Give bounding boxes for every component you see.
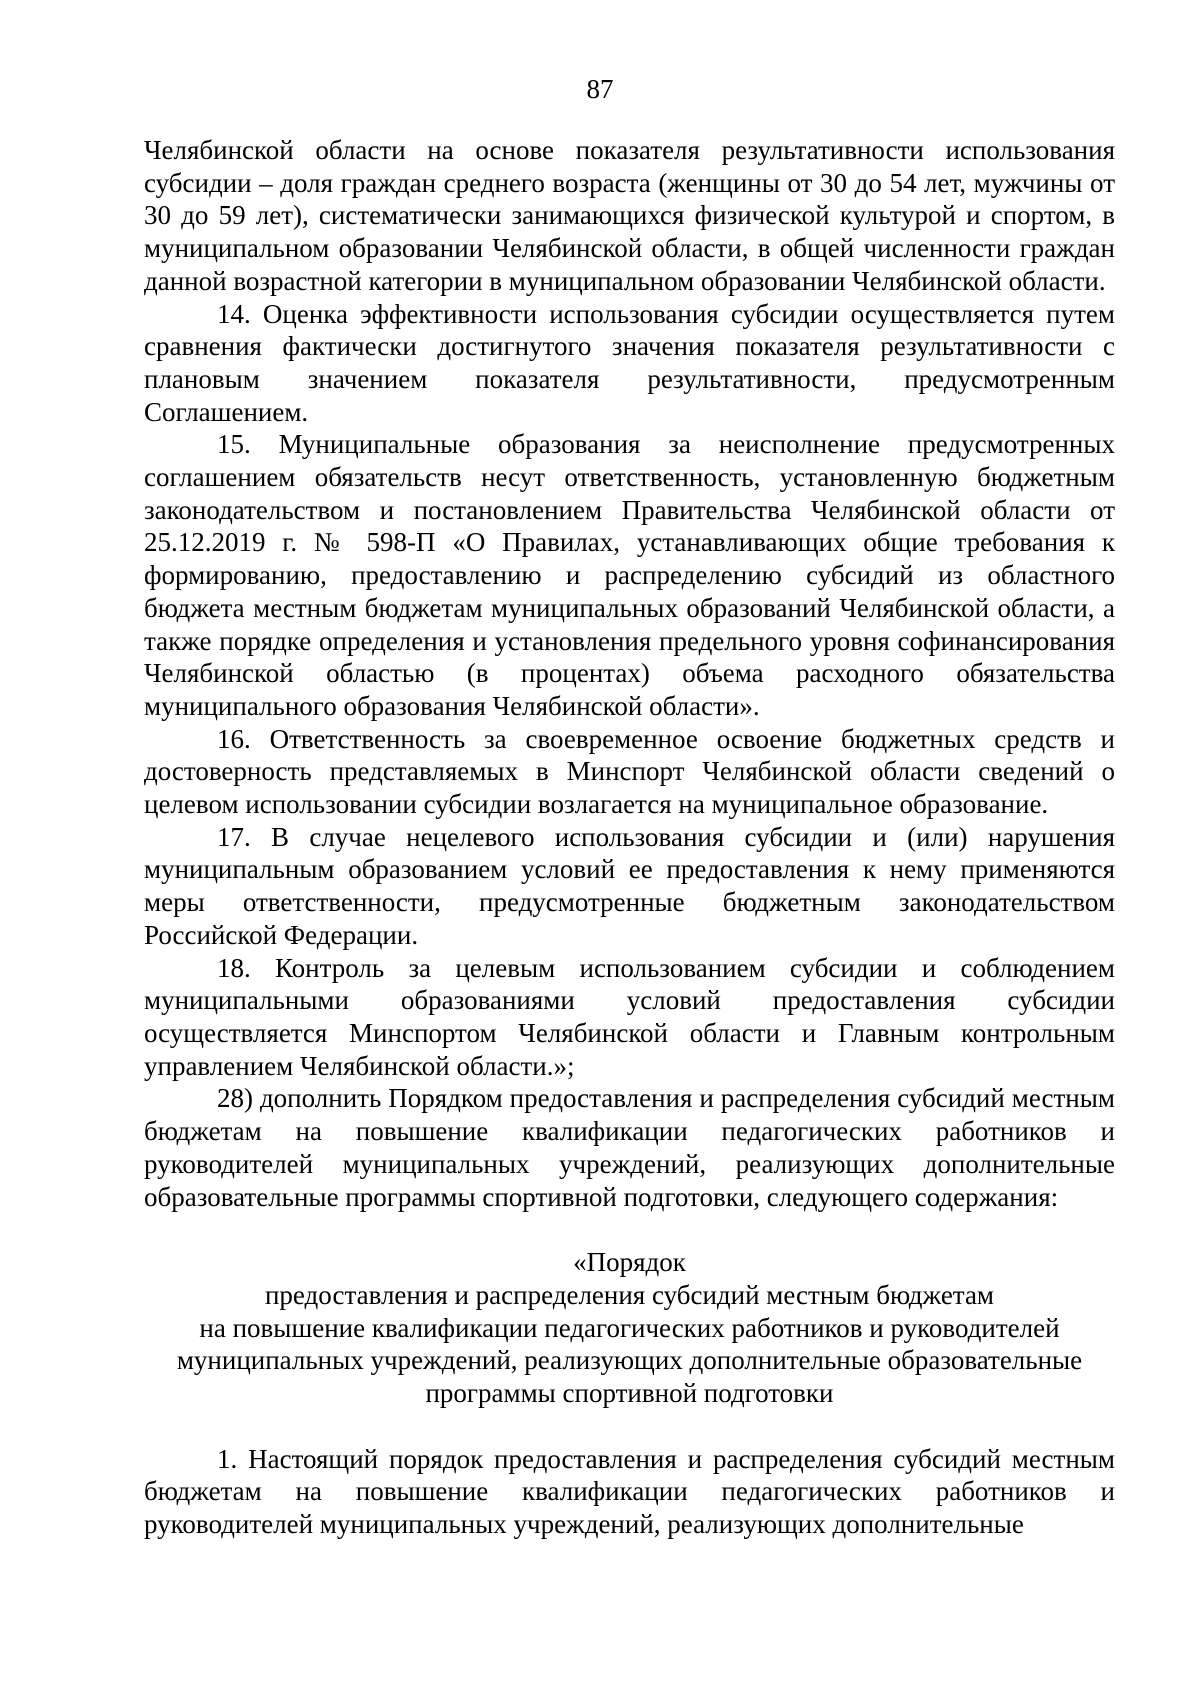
paragraph-28: 28) дополнить Порядком предоставления и распределения субсидий местным бюджетам на повышение квалификации педагогических работников и руководителей муниципальных учреждений, реализующих дополнительные образовательные программы спортивной подготовки, следующего содержания: <box>144 1083 1115 1212</box>
section-heading-line-4: муниципальных учреждений, реализующих дополнительные образовательные <box>176 1345 1083 1376</box>
paragraph-16: 16. Ответственность за своевременное освоение бюджетных средств и достоверность представляемых в Минспорт Челябинской области сведений о целевом использовании субсидии возлагается на муниципальное образование. <box>144 723 1115 820</box>
paragraph-15: 15. Муниципальные образования за неисполнение предусмотренных соглашением обязательств несут ответственность, установленную бюджетным законодательством и постановлением Правительства Челябинской области от 25.12.2019 г. № 598-П «О Правилах, устанавливающих общие требования к формированию, предоставлению и распределению субсидий из областного бюджета местным бюджетам муниципальных образований Челябинской области, а также порядке определения и установления предельного уровня софинансирования Челябинской областью (в процентах) объема расходного обязательства муниципального образования Челябинской области». <box>144 429 1115 721</box>
page-number: 87 <box>586 74 614 104</box>
section-heading <box>144 1246 1115 1410</box>
paragraph-18: 18. Контроль за целевым использованием субсидии и соблюдением муниципальными образованиями условий предоставления субсидии осуществляется Минспортом Челябинской области и Главным контрольным управлением Челябинской области.»; <box>144 952 1115 1081</box>
section-heading-line-1: «Порядок <box>573 1247 686 1278</box>
section-heading-line-3: на повышение квалификации педагогических работников и руководителей <box>199 1312 1060 1343</box>
document-body <box>144 134 1115 1541</box>
section-heading-line-2: предоставления и распределения субсидий местным бюджетам <box>264 1279 995 1310</box>
paragraph-14: 14. Оценка эффективности использования субсидии осуществляется путем сравнения фактически достигнутого значения показателя результативности с плановым значением показателя результативности, предусмотренным Соглашением. <box>144 298 1115 427</box>
section-heading-line-5: программы спортивной подготовки <box>425 1378 834 1409</box>
paragraph-17: 17. В случае нецелевого использования субсидии и (или) нарушения муниципальным образованием условий ее предоставления к нему применяются меры ответственности, предусмотренные бюджетным законодательством Российской Федерации. <box>144 821 1115 950</box>
section-paragraph-1: 1. Настоящий порядок предоставления и распределения субсидий местным бюджетам на повышение квалификации педагогических работников и руководителей муниципальных учреждений, реализующих дополнительные <box>144 1443 1115 1540</box>
paragraph-continuation: Челябинской области на основе показателя результативности использования субсидии – доля граждан среднего возраста (женщины от 30 до 54 лет, мужчины от 30 до 59 лет), систематически занимающихся физической культурой и спортом, в муниципальном образовании Челябинской области, в общей численности граждан данной возрастной категории в муниципальном образовании Челябинской области. <box>144 135 1115 296</box>
